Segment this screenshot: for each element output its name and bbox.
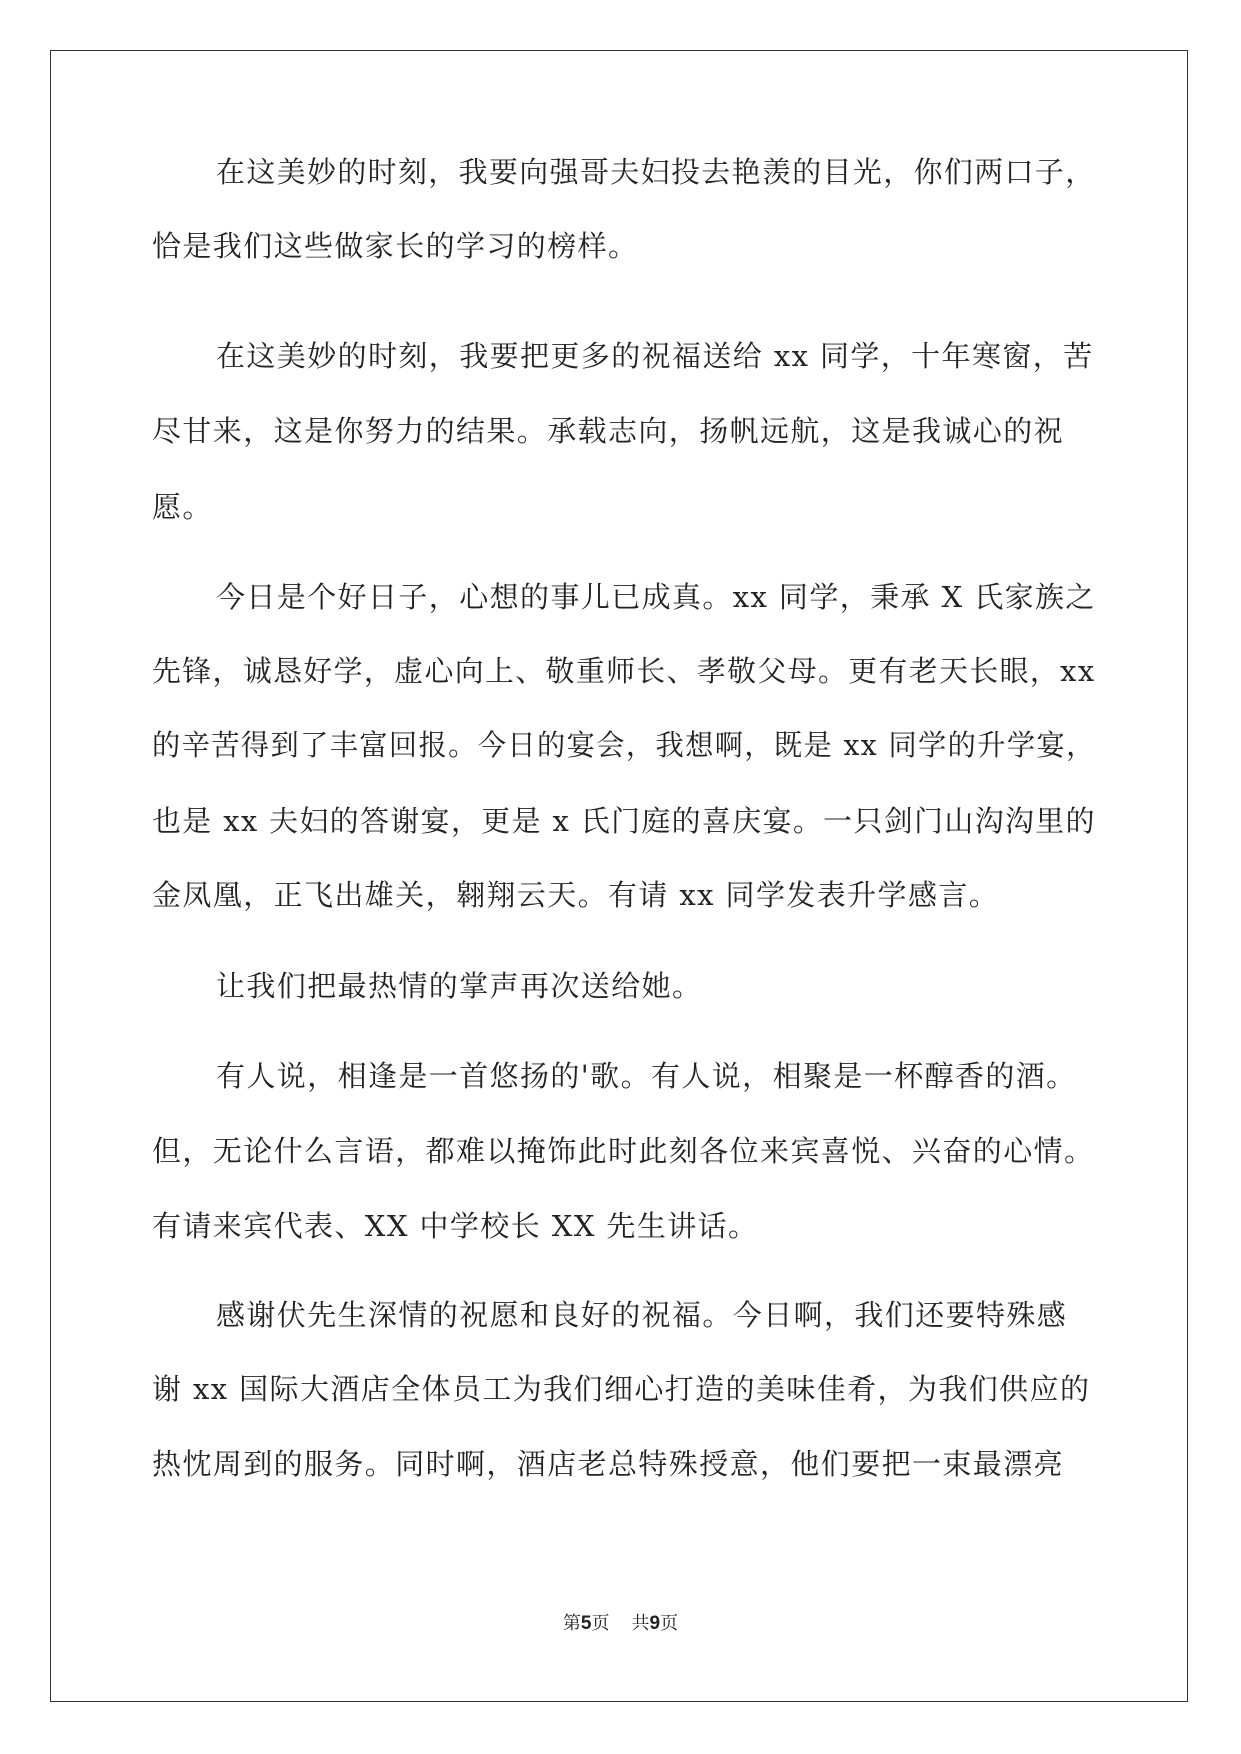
total-suffix: 页: [660, 1613, 679, 1634]
total-page-number: 9: [649, 1613, 661, 1634]
text-line: 有人说，相逢是一首悠扬的'歌。有人说，相聚是一杯醇香的酒。: [216, 1059, 1077, 1093]
text-line: 有请来宾代表、XX 中学校长 XX 先生讲话。: [152, 1209, 759, 1243]
text-line: 在这美妙的时刻，我要把更多的祝福送给 xx 同学，十年寒窗，苦: [216, 339, 1094, 373]
text-line: 愿。: [152, 490, 213, 524]
text-line: 的辛苦得到了丰富回报。今日的宴会，我想啊，既是 xx 同学的升学宴，: [152, 728, 1096, 762]
text-line: 谢 xx 国际大酒店全体员工为我们细心打造的美味佳肴，为我们供应的: [152, 1372, 1091, 1406]
text-line: 热忱周到的服务。同时啊，酒店老总特殊授意，他们要把一束最漂亮: [152, 1447, 1065, 1481]
text-line: 让我们把最热情的掌声再次送给她。: [216, 969, 703, 1003]
current-page-number: 5: [580, 1613, 592, 1634]
text-line: 尽甘来，这是你努力的结果。承载志向，扬帆远航，这是我诚心的祝: [152, 414, 1065, 448]
page-suffix: 页: [591, 1613, 610, 1634]
text-line: 金凤凰，正飞出雄关，翱翔云天。有请 xx 同学发表升学感言。: [152, 878, 1000, 912]
text-line: 在这美妙的时刻，我要向强哥夫妇投去艳羡的目光，你们两口子，: [216, 155, 1096, 189]
text-line: 感谢伏先生深情的祝愿和良好的祝福。今日啊，我们还要特殊感: [216, 1298, 1068, 1332]
page-footer: [0, 1613, 1241, 1635]
total-prefix: 共: [631, 1613, 650, 1634]
text-line: 恰是我们这些做家长的学习的榜样。: [152, 229, 639, 263]
text-line: 但，无论什么言语，都难以掩饰此时此刻各位来宾喜悦、兴奋的心情。: [152, 1134, 1095, 1168]
text-line: 先锋，诚恳好学，虚心向上、敬重师长、孝敬父母。更有老天长眼，xx: [152, 654, 1096, 688]
text-line: 今日是个好日子，心想的事儿已成真。xx 同学，秉承 X 氏家族之: [216, 580, 1096, 614]
text-line: 也是 xx 夫妇的答谢宴，更是 x 氏门庭的喜庆宴。一只剑门山沟沟里的: [152, 804, 1096, 838]
page-prefix: 第: [562, 1613, 581, 1634]
